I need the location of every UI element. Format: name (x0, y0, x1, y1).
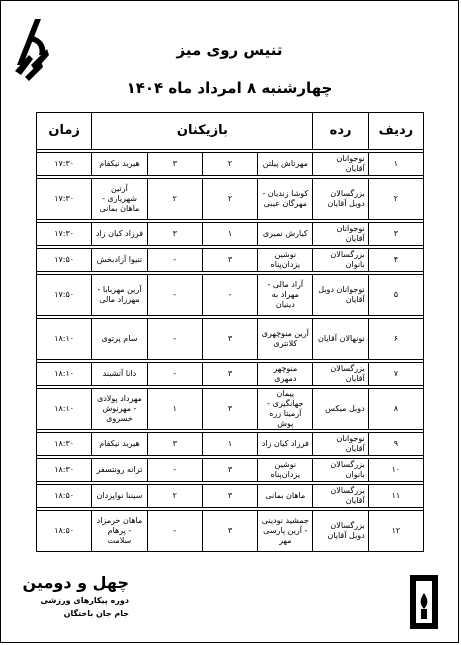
score1-cell: ۳ (202, 485, 257, 508)
time-cell: ۱۸:۳۰ (37, 433, 92, 456)
score2-cell: ۲ (147, 485, 202, 508)
rank-cell: ۸ (368, 389, 423, 430)
player1-cell: مهرتاش پیلتن (258, 153, 313, 176)
category-cell: بزرگسالان دوبل آقایان (313, 179, 368, 220)
category-cell: نوجوانان آقایان (313, 223, 368, 246)
header-rank: ردیف (368, 113, 423, 150)
page-title: تنیس روی میز (176, 41, 283, 59)
time-cell: ۱۷:۳۰ (37, 223, 92, 246)
score1-cell: ۳ (202, 459, 257, 482)
player2-cell: تنیوا آزادبخش (92, 249, 147, 272)
category-cell: بزرگسالان آقایان (313, 485, 368, 508)
time-cell: ۱۷:۳۰ (37, 179, 92, 220)
category-cell: دوبل میکس (313, 389, 368, 430)
score1-cell: ۳ (202, 363, 257, 386)
page-subtitle: چهارشنبه ۸ امرداد ماه ۱۴۰۴ (126, 79, 333, 97)
time-cell: ۱۸:۱۰ (37, 319, 92, 360)
header-players: بازیکنان (92, 113, 313, 150)
player2-cell: هیربد نیکفام (92, 153, 147, 176)
player2-cell: هیربد نیکفام (92, 433, 147, 456)
rank-cell: ۱ (368, 153, 423, 176)
table-row (37, 363, 424, 386)
table-row (37, 319, 424, 360)
score1-cell: ۲ (202, 179, 257, 220)
player2-cell: ترانه رونتسفر (92, 459, 147, 482)
schedule-table (36, 112, 424, 552)
score2-cell: - (147, 459, 202, 482)
time-cell: ۱۸:۵۰ (37, 485, 92, 508)
rank-cell: ۳ (368, 223, 423, 246)
category-cell: بزرگسالان بانوان (313, 249, 368, 272)
footer-event-text (19, 573, 129, 618)
time-cell: ۱۸:۱۰ (37, 363, 92, 386)
player2-cell: سام پرتوی (92, 319, 147, 360)
rank-cell: ۱۲ (368, 511, 423, 552)
rank-cell: ۴ (368, 249, 423, 272)
table-row (37, 433, 424, 456)
player1-cell: ماهان بمانی (258, 485, 313, 508)
score2-cell: ۲ (147, 179, 202, 220)
torch-emblem-icon (408, 571, 440, 631)
score2-cell: ۱ (147, 389, 202, 430)
time-cell: ۱۷:۳۰ (37, 153, 92, 176)
table-row (37, 249, 424, 272)
player2-cell: مهرداد پولادی - مهرنوش خسروی (92, 389, 147, 430)
table-row (37, 485, 424, 508)
table-row (37, 179, 424, 220)
score1-cell: ۳ (202, 249, 257, 272)
score1-cell: ۳ (202, 319, 257, 360)
player2-cell: ماهان خرمزاد - پرهام سلامت (92, 511, 147, 552)
rank-cell: ۱۱ (368, 485, 423, 508)
score2-cell: - (147, 363, 202, 386)
table-row (37, 275, 424, 316)
header-category: رده (313, 113, 368, 150)
score2-cell: - (147, 249, 202, 272)
category-cell: بزرگسالان دوبل آقایان (313, 511, 368, 552)
table-body (37, 150, 424, 552)
player2-cell: فرزاد کیان زاد (92, 223, 147, 246)
rank-cell: ۲ (368, 179, 423, 220)
player2-cell: آرتین شهریاری - ماهان بمانی (92, 179, 147, 220)
player1-cell: فرزاد کیان زاد (258, 433, 313, 456)
footer-line-1: دوره پیکارهای ورزشی (40, 596, 129, 605)
player1-cell: نوشین یزدان‌پناه (258, 459, 313, 482)
table-row (37, 223, 424, 246)
player2-cell: سیننا نواپزدان (92, 485, 147, 508)
score1-cell: ۳ (202, 389, 257, 430)
player1-cell: جمشید نودینی - آرین پارسی مهر (258, 511, 313, 552)
time-cell: ۱۸:۱۰ (37, 389, 92, 430)
table-row (37, 459, 424, 482)
footer-brand: چهل و دومین (22, 573, 129, 592)
time-cell: ۱۷:۵۰ (37, 249, 92, 272)
score2-cell: ۳ (147, 153, 202, 176)
rank-cell: ۵ (368, 275, 423, 316)
category-cell: نونهالان آقایان (313, 319, 368, 360)
time-cell: ۱۷:۵۰ (37, 275, 92, 316)
time-cell: ۱۸:۳۰ (37, 459, 92, 482)
category-cell: نوجوانان دوبل آقایان (313, 275, 368, 316)
player1-cell: نوشین یزدان‌پناه (258, 249, 313, 272)
player1-cell: کیارش نمیری (258, 223, 313, 246)
score2-cell: ۳ (147, 223, 202, 246)
score1-cell: ۳ (202, 511, 257, 552)
category-cell: نوجوانان آقایان (313, 433, 368, 456)
rank-cell: ۹ (368, 433, 423, 456)
rank-cell: ۱۰ (368, 459, 423, 482)
player2-cell: دانا آتشبند (92, 363, 147, 386)
rank-cell: ۷ (368, 363, 423, 386)
player1-cell: کوشا زندیان - مهرگان عیبی (258, 179, 313, 220)
score2-cell: ۳ (147, 433, 202, 456)
table-row (37, 153, 424, 176)
time-cell: ۱۸:۵۰ (37, 511, 92, 552)
table-row (37, 389, 424, 430)
score2-cell: - (147, 275, 202, 316)
score1-cell: ۱ (202, 223, 257, 246)
score1-cell: - (202, 275, 257, 316)
footer-line-2: جام جان باختگان (63, 609, 129, 618)
score2-cell: - (147, 319, 202, 360)
player1-cell: آراد مالی - مهراد به دینیان (258, 275, 313, 316)
score2-cell: - (147, 511, 202, 552)
player2-cell: آرین مهربابا - مهرزاد مالی (92, 275, 147, 316)
category-cell: بزرگسالان آقایان (313, 363, 368, 386)
player1-cell: پیمان جهانگیری - آرمیتا زره پوش (258, 389, 313, 430)
category-cell: بزرگسالان بانوان (313, 459, 368, 482)
score1-cell: ۲ (202, 153, 257, 176)
category-cell: نوجوانان آقایان (313, 153, 368, 176)
player1-cell: منوچهر دمهری (258, 363, 313, 386)
score1-cell: ۱ (202, 433, 257, 456)
table-row (37, 511, 424, 552)
rank-cell: ۶ (368, 319, 423, 360)
player1-cell: آرین منوچهری کلانتری (258, 319, 313, 360)
table-header-row (37, 113, 424, 150)
header-time: زمان (37, 113, 92, 150)
